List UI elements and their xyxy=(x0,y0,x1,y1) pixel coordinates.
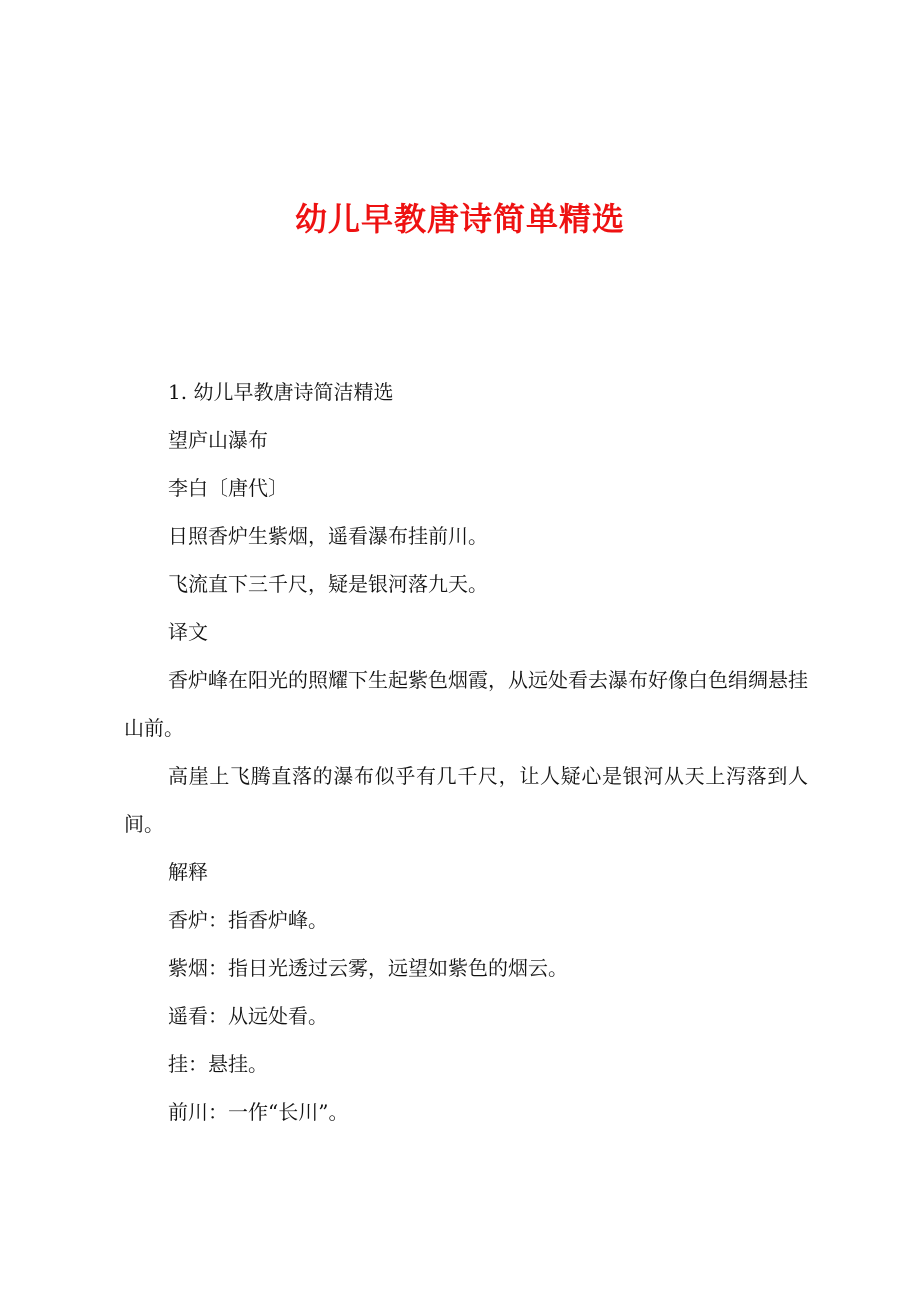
translation-paragraph: 香炉峰在阳光的照耀下生起紫色烟霞，从远处看去瀑布好像白色绢绸悬挂山前。 xyxy=(124,668,808,740)
document-body xyxy=(124,368,808,1136)
poem-title: 望庐山瀑布 xyxy=(168,428,268,452)
section-heading: 1. 幼儿早教唐诗简洁精选 xyxy=(168,380,394,404)
explanation-item: 香炉：指香炉峰。 xyxy=(168,908,328,932)
document-title: 幼儿早教唐诗简单精选 xyxy=(294,200,625,238)
explanation-heading: 解释 xyxy=(168,860,208,884)
explanation-item: 遥看：从远处看。 xyxy=(168,1004,328,1028)
poem-author: 李白〔唐代〕 xyxy=(168,476,288,500)
explanation-item: 挂：悬挂。 xyxy=(168,1052,268,1076)
explanation-item: 前川：一作“长川”。 xyxy=(168,1100,349,1124)
explanation-item: 紫烟：指日光透过云雾，远望如紫色的烟云。 xyxy=(168,956,568,980)
poem-line: 日照香炉生紫烟，遥看瀑布挂前川。 xyxy=(168,524,488,548)
translation-heading: 译文 xyxy=(168,620,208,644)
poem-line: 飞流直下三千尺，疑是银河落九天。 xyxy=(168,572,488,596)
translation-paragraph: 高崖上飞腾直落的瀑布似乎有几千尺，让人疑心是银河从天上泻落到人间。 xyxy=(124,764,808,836)
